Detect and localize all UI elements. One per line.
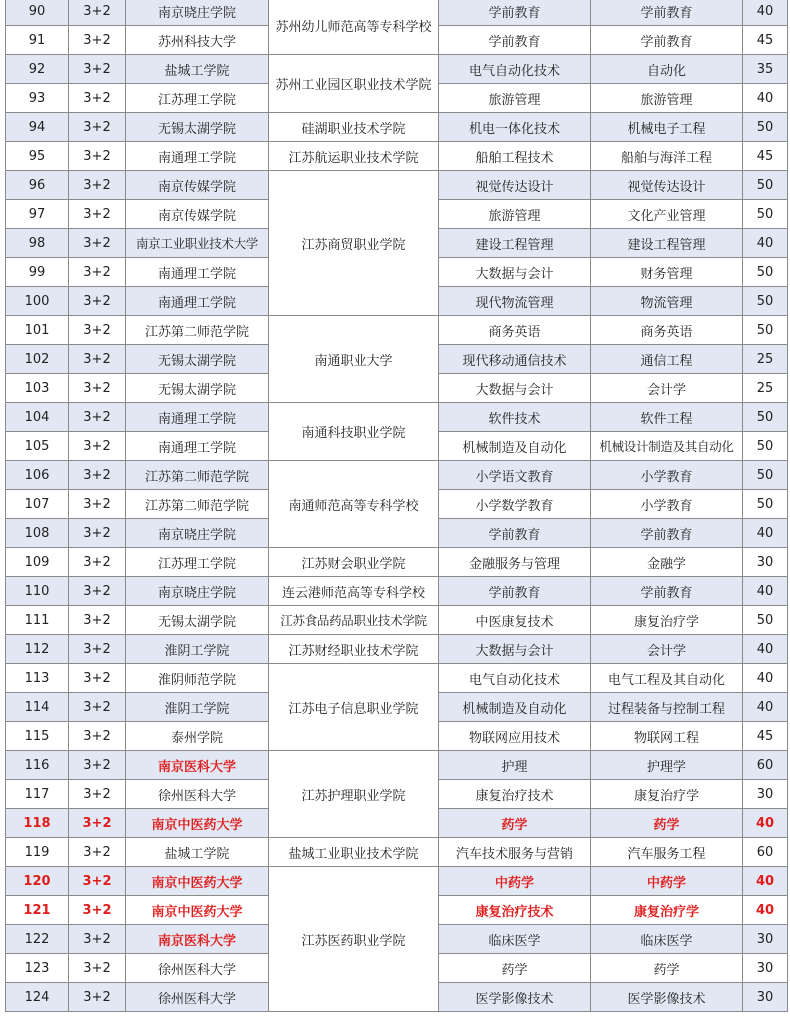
plan-count: 45 <box>743 722 788 751</box>
undergrad-school: 南通理工学院 <box>126 432 269 461</box>
undergrad-school: 南通理工学院 <box>126 142 269 171</box>
plan-count: 50 <box>743 287 788 316</box>
row-number: 100 <box>6 287 69 316</box>
vocational-major: 中医康复技术 <box>439 606 591 635</box>
row-number: 102 <box>6 345 69 374</box>
program-type: 3+2 <box>69 693 126 722</box>
undergrad-major: 旅游管理 <box>591 84 743 113</box>
vocational-major: 船舶工程技术 <box>439 142 591 171</box>
plan-count: 50 <box>743 606 788 635</box>
program-type: 3+2 <box>69 432 126 461</box>
vocational-major: 物联网应用技术 <box>439 722 591 751</box>
program-type: 3+2 <box>69 403 126 432</box>
plan-count: 25 <box>743 345 788 374</box>
table-row <box>6 838 788 867</box>
plan-count: 40 <box>743 635 788 664</box>
vocational-major: 旅游管理 <box>439 200 591 229</box>
higher-vocational-school: 南通师范高等专科学校 <box>269 461 439 548</box>
table-row <box>6 751 788 780</box>
row-number: 98 <box>6 229 69 258</box>
vocational-major: 视觉传达设计 <box>439 171 591 200</box>
undergrad-school: 江苏第二师范学院 <box>126 490 269 519</box>
undergrad-school: 徐州医科大学 <box>126 983 269 1012</box>
higher-vocational-school: 江苏医药职业学院 <box>269 867 439 1012</box>
program-type: 3+2 <box>69 606 126 635</box>
program-type: 3+2 <box>69 374 126 403</box>
undergrad-major: 药学 <box>591 809 743 838</box>
table-row <box>6 316 788 345</box>
higher-vocational-school: 苏州工业园区职业技术学院 <box>269 55 439 113</box>
vocational-major: 建设工程管理 <box>439 229 591 258</box>
undergrad-major: 康复治疗学 <box>591 606 743 635</box>
program-type: 3+2 <box>69 316 126 345</box>
undergrad-major: 视觉传达设计 <box>591 171 743 200</box>
higher-vocational-school: 江苏财经职业技术学院 <box>269 635 439 664</box>
undergrad-school: 江苏第二师范学院 <box>126 461 269 490</box>
row-number: 101 <box>6 316 69 345</box>
undergrad-major: 中药学 <box>591 867 743 896</box>
row-number: 90 <box>6 0 69 26</box>
higher-vocational-school: 硅湖职业技术学院 <box>269 113 439 142</box>
table-row-highlighted <box>6 867 788 896</box>
plan-count: 40 <box>743 84 788 113</box>
plan-count: 50 <box>743 432 788 461</box>
row-number: 118 <box>6 809 69 838</box>
row-number: 91 <box>6 26 69 55</box>
vocational-major: 康复治疗技术 <box>439 780 591 809</box>
undergrad-major: 小学教育 <box>591 461 743 490</box>
program-type: 3+2 <box>69 635 126 664</box>
vocational-major: 机械制造及自动化 <box>439 693 591 722</box>
row-number: 95 <box>6 142 69 171</box>
program-type: 3+2 <box>69 838 126 867</box>
row-number: 92 <box>6 55 69 84</box>
undergrad-school: 南京晓庄学院 <box>126 577 269 606</box>
table-row <box>6 548 788 577</box>
undergrad-school: 江苏第二师范学院 <box>126 316 269 345</box>
undergrad-school: 南京医科大学 <box>126 925 269 954</box>
program-type: 3+2 <box>69 577 126 606</box>
higher-vocational-school: 江苏财会职业学院 <box>269 548 439 577</box>
program-type: 3+2 <box>69 461 126 490</box>
undergrad-major: 小学教育 <box>591 490 743 519</box>
undergrad-major: 会计学 <box>591 374 743 403</box>
undergrad-major: 护理学 <box>591 751 743 780</box>
undergrad-school: 南京工业职业技术大学 <box>126 229 269 258</box>
plan-count: 50 <box>743 171 788 200</box>
undergrad-school: 南通理工学院 <box>126 258 269 287</box>
undergrad-major: 学前教育 <box>591 26 743 55</box>
program-type: 3+2 <box>69 258 126 287</box>
vocational-major: 软件技术 <box>439 403 591 432</box>
table-row <box>6 0 788 26</box>
higher-vocational-school: 连云港师范高等专科学校 <box>269 577 439 606</box>
undergrad-school: 苏州科技大学 <box>126 26 269 55</box>
higher-vocational-school: 盐城工业职业技术学院 <box>269 838 439 867</box>
undergrad-major: 机械电子工程 <box>591 113 743 142</box>
program-type: 3+2 <box>69 490 126 519</box>
vocational-major: 药学 <box>439 954 591 983</box>
table-row <box>6 635 788 664</box>
row-number: 96 <box>6 171 69 200</box>
undergrad-major: 医学影像技术 <box>591 983 743 1012</box>
undergrad-major: 学前教育 <box>591 519 743 548</box>
row-number: 113 <box>6 664 69 693</box>
row-number: 111 <box>6 606 69 635</box>
vocational-major: 学前教育 <box>439 519 591 548</box>
table-row <box>6 461 788 490</box>
plan-count: 60 <box>743 751 788 780</box>
plan-count: 25 <box>743 374 788 403</box>
undergrad-school: 南通理工学院 <box>126 403 269 432</box>
vocational-major: 旅游管理 <box>439 84 591 113</box>
vocational-major: 商务英语 <box>439 316 591 345</box>
undergrad-major: 财务管理 <box>591 258 743 287</box>
vocational-major: 康复治疗技术 <box>439 896 591 925</box>
higher-vocational-school: 南通科技职业学院 <box>269 403 439 461</box>
row-number: 112 <box>6 635 69 664</box>
row-number: 97 <box>6 200 69 229</box>
undergrad-school: 无锡太湖学院 <box>126 606 269 635</box>
program-type: 3+2 <box>69 287 126 316</box>
vocational-major: 中药学 <box>439 867 591 896</box>
row-number: 94 <box>6 113 69 142</box>
plan-count: 50 <box>743 403 788 432</box>
undergrad-school: 淮阴工学院 <box>126 635 269 664</box>
vocational-major: 药学 <box>439 809 591 838</box>
program-type: 3+2 <box>69 171 126 200</box>
vocational-major: 汽车技术服务与营销 <box>439 838 591 867</box>
table-row <box>6 577 788 606</box>
plan-count: 45 <box>743 142 788 171</box>
undergrad-major: 自动化 <box>591 55 743 84</box>
row-number: 109 <box>6 548 69 577</box>
undergrad-school: 泰州学院 <box>126 722 269 751</box>
plan-count: 35 <box>743 55 788 84</box>
plan-count: 30 <box>743 548 788 577</box>
row-number: 124 <box>6 983 69 1012</box>
vocational-major: 大数据与会计 <box>439 635 591 664</box>
plan-count: 50 <box>743 316 788 345</box>
undergrad-school: 盐城工学院 <box>126 838 269 867</box>
row-number: 119 <box>6 838 69 867</box>
program-type: 3+2 <box>69 26 126 55</box>
program-type: 3+2 <box>69 55 126 84</box>
undergrad-school: 江苏理工学院 <box>126 84 269 113</box>
plan-count: 30 <box>743 780 788 809</box>
higher-vocational-school: 江苏航运职业技术学院 <box>269 142 439 171</box>
vocational-major: 机械制造及自动化 <box>439 432 591 461</box>
undergrad-major: 通信工程 <box>591 345 743 374</box>
undergrad-school: 南京中医药大学 <box>126 896 269 925</box>
vocational-major: 医学影像技术 <box>439 983 591 1012</box>
row-number: 116 <box>6 751 69 780</box>
row-number: 115 <box>6 722 69 751</box>
table-row <box>6 171 788 200</box>
higher-vocational-school: 苏州幼儿师范高等专科学校 <box>269 0 439 55</box>
plan-count: 40 <box>743 693 788 722</box>
higher-vocational-school: 南通职业大学 <box>269 316 439 403</box>
undergrad-school: 南通理工学院 <box>126 287 269 316</box>
vocational-major: 学前教育 <box>439 577 591 606</box>
program-type: 3+2 <box>69 200 126 229</box>
plan-count: 40 <box>743 664 788 693</box>
undergrad-major: 软件工程 <box>591 403 743 432</box>
undergrad-major: 康复治疗学 <box>591 780 743 809</box>
undergrad-major: 商务英语 <box>591 316 743 345</box>
program-type: 3+2 <box>69 867 126 896</box>
vocational-major: 学前教育 <box>439 26 591 55</box>
higher-vocational-school: 江苏商贸职业学院 <box>269 171 439 316</box>
table-row <box>6 142 788 171</box>
row-number: 110 <box>6 577 69 606</box>
row-number: 103 <box>6 374 69 403</box>
plan-count: 50 <box>743 113 788 142</box>
row-number: 120 <box>6 867 69 896</box>
undergrad-school: 淮阴工学院 <box>126 693 269 722</box>
table-row <box>6 55 788 84</box>
program-type: 3+2 <box>69 751 126 780</box>
undergrad-major: 物流管理 <box>591 287 743 316</box>
row-number: 105 <box>6 432 69 461</box>
undergrad-school: 南京中医药大学 <box>126 809 269 838</box>
program-type: 3+2 <box>69 983 126 1012</box>
vocational-major: 护理 <box>439 751 591 780</box>
higher-vocational-school: 江苏食品药品职业技术学院 <box>269 606 439 635</box>
program-type: 3+2 <box>69 113 126 142</box>
undergrad-school: 盐城工学院 <box>126 55 269 84</box>
plan-count: 60 <box>743 838 788 867</box>
program-type: 3+2 <box>69 780 126 809</box>
row-number: 93 <box>6 84 69 113</box>
undergrad-major: 过程装备与控制工程 <box>591 693 743 722</box>
undergrad-school: 淮阴师范学院 <box>126 664 269 693</box>
undergrad-major: 会计学 <box>591 635 743 664</box>
row-number: 107 <box>6 490 69 519</box>
program-type: 3+2 <box>69 519 126 548</box>
undergrad-major: 临床医学 <box>591 925 743 954</box>
vocational-major: 临床医学 <box>439 925 591 954</box>
plan-count: 40 <box>743 229 788 258</box>
plan-count: 40 <box>743 0 788 26</box>
vocational-major: 现代物流管理 <box>439 287 591 316</box>
undergrad-major: 文化产业管理 <box>591 200 743 229</box>
undergrad-school: 徐州医科大学 <box>126 780 269 809</box>
undergrad-school: 无锡太湖学院 <box>126 374 269 403</box>
undergrad-major: 药学 <box>591 954 743 983</box>
undergrad-major: 汽车服务工程 <box>591 838 743 867</box>
table-row <box>6 606 788 635</box>
plan-count: 40 <box>743 519 788 548</box>
row-number: 121 <box>6 896 69 925</box>
vocational-major: 小学数学教育 <box>439 490 591 519</box>
plan-count: 40 <box>743 809 788 838</box>
row-number: 117 <box>6 780 69 809</box>
undergrad-school: 徐州医科大学 <box>126 954 269 983</box>
program-type: 3+2 <box>69 142 126 171</box>
plan-count: 45 <box>743 26 788 55</box>
undergrad-major: 机械设计制造及其自动化 <box>591 432 743 461</box>
undergrad-school: 无锡太湖学院 <box>126 345 269 374</box>
undergrad-school: 江苏理工学院 <box>126 548 269 577</box>
plan-count: 50 <box>743 490 788 519</box>
undergrad-major: 物联网工程 <box>591 722 743 751</box>
vocational-major: 金融服务与管理 <box>439 548 591 577</box>
row-number: 104 <box>6 403 69 432</box>
undergrad-school: 南京晓庄学院 <box>126 0 269 26</box>
plan-count: 30 <box>743 925 788 954</box>
undergrad-major: 康复治疗学 <box>591 896 743 925</box>
vocational-major: 小学语文教育 <box>439 461 591 490</box>
plan-count: 40 <box>743 577 788 606</box>
plan-count: 30 <box>743 954 788 983</box>
row-number: 122 <box>6 925 69 954</box>
vocational-major: 电气自动化技术 <box>439 55 591 84</box>
program-type: 3+2 <box>69 548 126 577</box>
plan-count: 50 <box>743 258 788 287</box>
undergrad-school: 无锡太湖学院 <box>126 113 269 142</box>
undergrad-major: 金融学 <box>591 548 743 577</box>
vocational-major: 大数据与会计 <box>439 258 591 287</box>
undergrad-school: 南京传媒学院 <box>126 171 269 200</box>
higher-vocational-school: 江苏护理职业学院 <box>269 751 439 838</box>
table-row <box>6 113 788 142</box>
table-row <box>6 664 788 693</box>
table-row <box>6 403 788 432</box>
program-type: 3+2 <box>69 954 126 983</box>
row-number: 123 <box>6 954 69 983</box>
plan-count: 50 <box>743 200 788 229</box>
vocational-major: 大数据与会计 <box>439 374 591 403</box>
undergrad-major: 船舶与海洋工程 <box>591 142 743 171</box>
program-type: 3+2 <box>69 722 126 751</box>
vocational-major: 机电一体化技术 <box>439 113 591 142</box>
enrollment-plan-table <box>5 0 788 1012</box>
undergrad-school: 南京传媒学院 <box>126 200 269 229</box>
program-type: 3+2 <box>69 896 126 925</box>
program-type: 3+2 <box>69 664 126 693</box>
plan-count: 30 <box>743 983 788 1012</box>
undergrad-major: 电气工程及其自动化 <box>591 664 743 693</box>
row-number: 108 <box>6 519 69 548</box>
undergrad-school: 南京中医药大学 <box>126 867 269 896</box>
vocational-major: 电气自动化技术 <box>439 664 591 693</box>
vocational-major: 现代移动通信技术 <box>439 345 591 374</box>
undergrad-major: 学前教育 <box>591 577 743 606</box>
row-number: 99 <box>6 258 69 287</box>
program-type: 3+2 <box>69 0 126 26</box>
row-number: 114 <box>6 693 69 722</box>
higher-vocational-school: 江苏电子信息职业学院 <box>269 664 439 751</box>
program-type: 3+2 <box>69 229 126 258</box>
vocational-major: 学前教育 <box>439 0 591 26</box>
row-number: 106 <box>6 461 69 490</box>
plan-count: 40 <box>743 867 788 896</box>
undergrad-major: 学前教育 <box>591 0 743 26</box>
program-type: 3+2 <box>69 809 126 838</box>
plan-count: 40 <box>743 896 788 925</box>
plan-count: 50 <box>743 461 788 490</box>
program-type: 3+2 <box>69 84 126 113</box>
program-type: 3+2 <box>69 345 126 374</box>
program-type: 3+2 <box>69 925 126 954</box>
undergrad-major: 建设工程管理 <box>591 229 743 258</box>
undergrad-school: 南京医科大学 <box>126 751 269 780</box>
undergrad-school: 南京晓庄学院 <box>126 519 269 548</box>
